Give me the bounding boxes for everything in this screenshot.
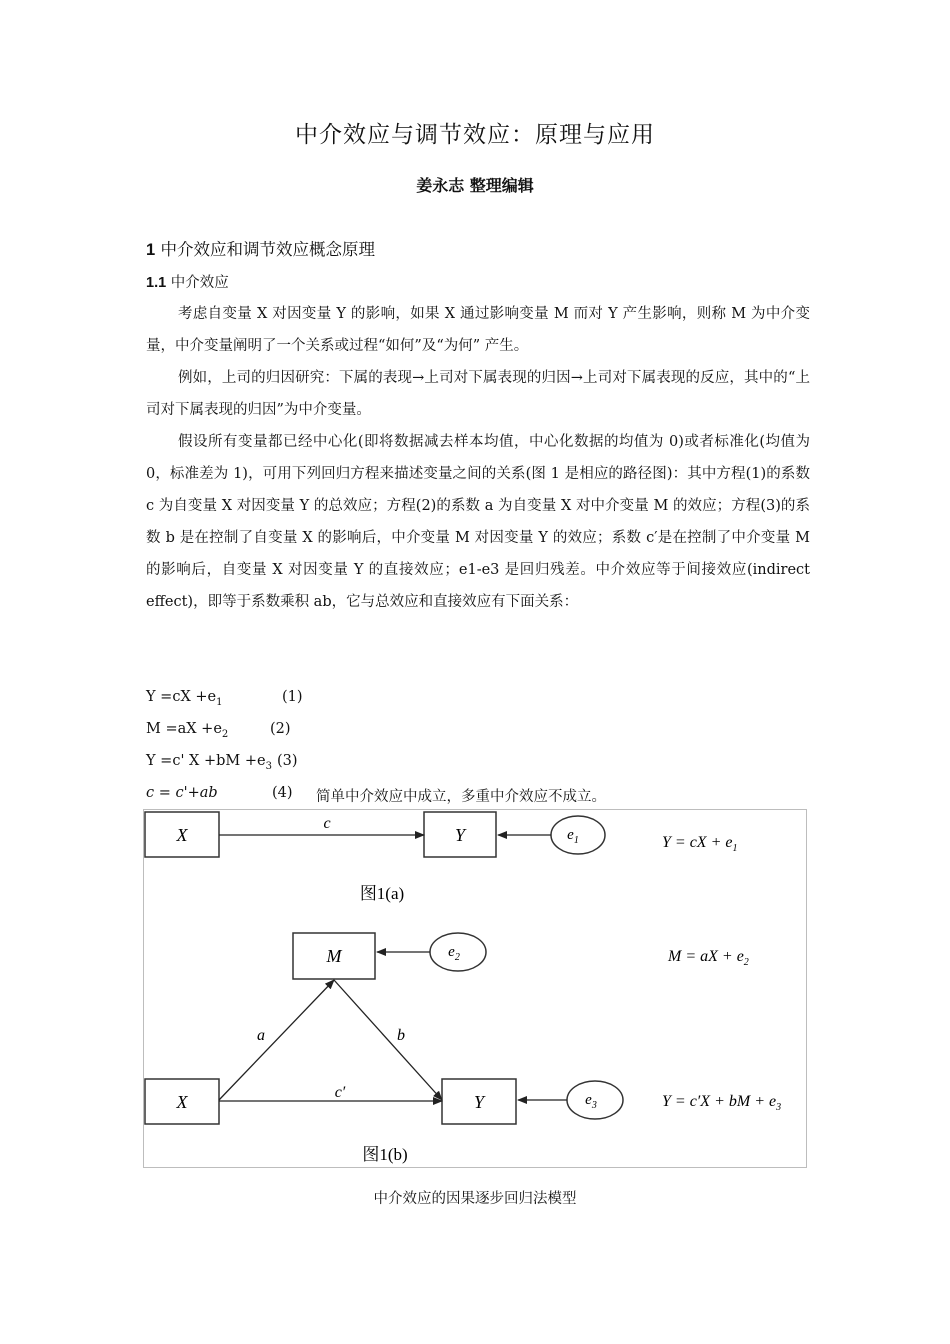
equation-subscript: 3	[265, 760, 272, 772]
e2-letter: e	[448, 944, 455, 960]
paragraph-1-text: 考虑自变量 X 对因变量 Y 的影响，如果 X 通过影响变量 M 而对 Y 产生影响，则称 M 为中介变量，中介变量阐明了一个关系或过程“如何”及“为何” 产生。	[146, 306, 810, 354]
equation-fig-a	[662, 834, 737, 854]
label-y-a: Y	[454, 825, 466, 845]
page-title: 中介效应与调节效应：原理与应用	[295, 122, 655, 148]
paragraph-2	[146, 362, 810, 426]
eq-b-m-main: M = aX + e	[668, 948, 744, 965]
section-heading-1	[146, 236, 375, 260]
path-label-c-a: c	[323, 815, 331, 832]
equation-subscript: 2	[221, 728, 229, 740]
paragraph-2-text: 例如，上司的归因研究：下属的表现→上司对下属表现的归因→上司对下属表现的反应，其中的“上司对下属表现的归因”为中介变量。	[146, 370, 810, 418]
e2-subscript: 2	[454, 952, 460, 963]
equation-1	[146, 689, 303, 708]
equation-number: (3)	[277, 753, 298, 769]
eq-b-y-main: Y = c′X + bM + e	[662, 1093, 777, 1110]
paragraph-3	[146, 426, 810, 618]
subsection-title: 中介效应	[170, 275, 229, 291]
label-m: M	[326, 946, 342, 966]
figure-caption: 中介效应的因果逐步回归法模型	[373, 1191, 577, 1207]
caption-fig-b: 图1(b)	[362, 1145, 408, 1164]
equation-4	[146, 785, 293, 801]
eq-a-main: Y = cX + e	[662, 834, 733, 851]
section-number: 1	[146, 241, 156, 259]
equation-number: (1)	[282, 689, 303, 705]
path-label-c-prime: c′	[334, 1084, 346, 1101]
equation-3	[146, 753, 298, 772]
equation-fig-b-m	[667, 948, 749, 968]
arrow-a	[219, 980, 334, 1100]
paragraph-1	[146, 298, 810, 362]
e3-letter: e	[585, 1092, 592, 1108]
equation-number: (2)	[270, 721, 291, 737]
e1-subscript: 1	[573, 835, 579, 846]
equation-lhs: M =aX +e	[146, 721, 222, 737]
section-title: 中介效应和调节效应概念原理	[160, 240, 375, 259]
path-diagram-figure	[143, 809, 807, 1168]
eq-b-m-sub: 2	[743, 957, 749, 968]
arrow-b	[334, 980, 442, 1100]
author-line: 姜永志 整理编辑	[416, 176, 534, 195]
subsection-heading-1-1	[146, 271, 229, 292]
equation-4-note: 简单中介效应中成立，多重中介效应不成立。	[316, 789, 606, 805]
path-label-b: b	[397, 1027, 405, 1044]
equation-subscript: 1	[216, 696, 223, 708]
e3-subscript: 3	[591, 1100, 597, 1111]
equation-fig-b-y	[662, 1093, 781, 1113]
path-label-a: a	[257, 1027, 265, 1044]
paragraph-3-text: 假设所有变量都已经中心化(即将数据减去样本均值，中心化数据的均值为 0)或者标准化(均值为 0，标准差为 1)，可用下列回归方程来描述变量之间的关系(图 1 是相应的路径图)：其中方程(1)的系数 c 为自变量 X 对因变量 Y 的总效应；方程(2)的系数 a 为自变量 X 对中介变量 M 的效应；方程(3)的系数 b 是在控制了自变量 X 的影响后，中介变量 M 对因变量 Y 的效应；系数 c′是在控制了中介变量 M 的影响后，自变量 X 对因变量 Y 的直接效应；e1-e3 是回归残差。中介效应等于间接效应(indirect effect)，即等于系数乘积 ab，它与总效应和直接效应有下面关系：	[146, 434, 810, 610]
label-x-a: X	[176, 825, 188, 845]
label-y-b: Y	[473, 1092, 485, 1112]
equation-number: (4)	[272, 785, 293, 801]
equation-lhs: c = c'+ab	[146, 785, 218, 801]
eq-a-sub: 1	[732, 843, 738, 854]
caption-fig-a: 图1(a)	[359, 884, 405, 903]
equation-lhs: Y =c' X +bM +e	[146, 753, 266, 769]
eq-b-y-sub: 3	[776, 1102, 782, 1113]
path-diagram-svg	[144, 810, 806, 1167]
label-x-b: X	[176, 1092, 188, 1112]
equation-lhs: Y =cX +e	[146, 689, 217, 705]
subsection-number: 1.1	[146, 275, 167, 291]
equation-2	[146, 721, 291, 740]
e1-letter: e	[567, 827, 574, 843]
